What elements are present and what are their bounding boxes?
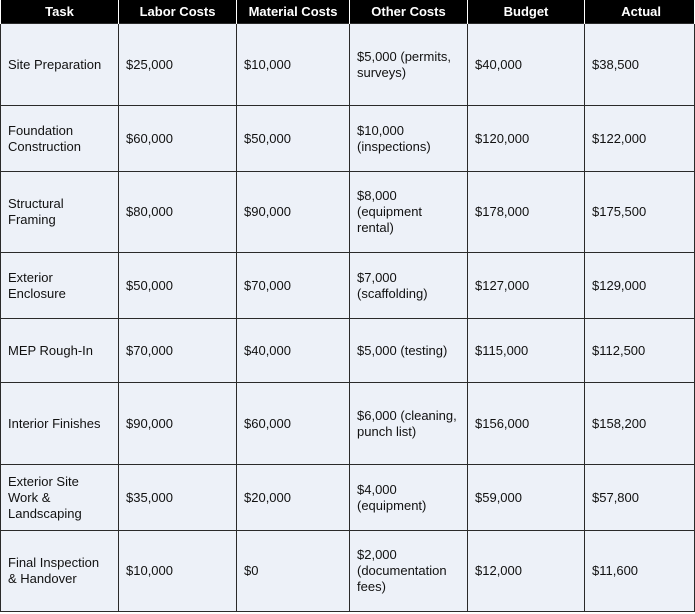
table-row xyxy=(1,531,695,612)
cell-budget: $127,000 xyxy=(468,253,585,319)
cell-actual: $122,000 xyxy=(585,106,695,172)
header-material-costs: Material Costs xyxy=(237,0,350,24)
cell-actual: $57,800 xyxy=(585,465,695,531)
cell-labor: $60,000 xyxy=(119,106,237,172)
cell-budget: $40,000 xyxy=(468,24,585,106)
cell-actual: $112,500 xyxy=(585,319,695,383)
cell-other: $5,000 (testing) xyxy=(350,319,468,383)
cell-task: Exterior Enclosure xyxy=(1,253,119,319)
cell-budget: $156,000 xyxy=(468,383,585,465)
cell-budget: $115,000 xyxy=(468,319,585,383)
cell-task: Structural Framing xyxy=(1,172,119,253)
cell-other: $5,000 (permits, surveys) xyxy=(350,24,468,106)
cell-actual: $38,500 xyxy=(585,24,695,106)
cell-labor: $50,000 xyxy=(119,253,237,319)
cell-other: $6,000 (cleaning, punch list) xyxy=(350,383,468,465)
cell-budget: $178,000 xyxy=(468,172,585,253)
table-row xyxy=(1,24,695,106)
header-budget: Budget xyxy=(468,0,585,24)
cell-actual: $129,000 xyxy=(585,253,695,319)
header-labor-costs: Labor Costs xyxy=(119,0,237,24)
table-row xyxy=(1,106,695,172)
cell-material: $50,000 xyxy=(237,106,350,172)
cell-material: $0 xyxy=(237,531,350,612)
cell-task: MEP Rough-In xyxy=(1,319,119,383)
cell-labor: $10,000 xyxy=(119,531,237,612)
cell-other: $10,000 (inspections) xyxy=(350,106,468,172)
table-row xyxy=(1,253,695,319)
cell-actual: $11,600 xyxy=(585,531,695,612)
cell-task: Exterior Site Work & Landscaping xyxy=(1,465,119,531)
cell-labor: $35,000 xyxy=(119,465,237,531)
cell-material: $70,000 xyxy=(237,253,350,319)
header-actual: Actual xyxy=(585,0,695,24)
cell-other: $7,000 (scaffolding) xyxy=(350,253,468,319)
table-row xyxy=(1,383,695,465)
cell-material: $40,000 xyxy=(237,319,350,383)
cell-labor: $70,000 xyxy=(119,319,237,383)
cell-material: $60,000 xyxy=(237,383,350,465)
header-other-costs: Other Costs xyxy=(350,0,468,24)
table-row xyxy=(1,319,695,383)
cell-material: $10,000 xyxy=(237,24,350,106)
cell-labor: $25,000 xyxy=(119,24,237,106)
table-row xyxy=(1,465,695,531)
cell-other: $4,000 (equipment) xyxy=(350,465,468,531)
table-row xyxy=(1,172,695,253)
cell-budget: $12,000 xyxy=(468,531,585,612)
header-row xyxy=(1,0,695,24)
cell-task: Foundation Construction xyxy=(1,106,119,172)
header-task: Task xyxy=(1,0,119,24)
cell-task: Site Preparation xyxy=(1,24,119,106)
cell-task: Final Inspection & Handover xyxy=(1,531,119,612)
cell-actual: $175,500 xyxy=(585,172,695,253)
cell-material: $20,000 xyxy=(237,465,350,531)
cell-actual: $158,200 xyxy=(585,383,695,465)
cell-budget: $59,000 xyxy=(468,465,585,531)
cell-labor: $90,000 xyxy=(119,383,237,465)
cell-labor: $80,000 xyxy=(119,172,237,253)
cell-budget: $120,000 xyxy=(468,106,585,172)
cell-task: Interior Finishes xyxy=(1,383,119,465)
cell-material: $90,000 xyxy=(237,172,350,253)
cell-other: $8,000 (equipment rental) xyxy=(350,172,468,253)
cell-other: $2,000 (documentation fees) xyxy=(350,531,468,612)
